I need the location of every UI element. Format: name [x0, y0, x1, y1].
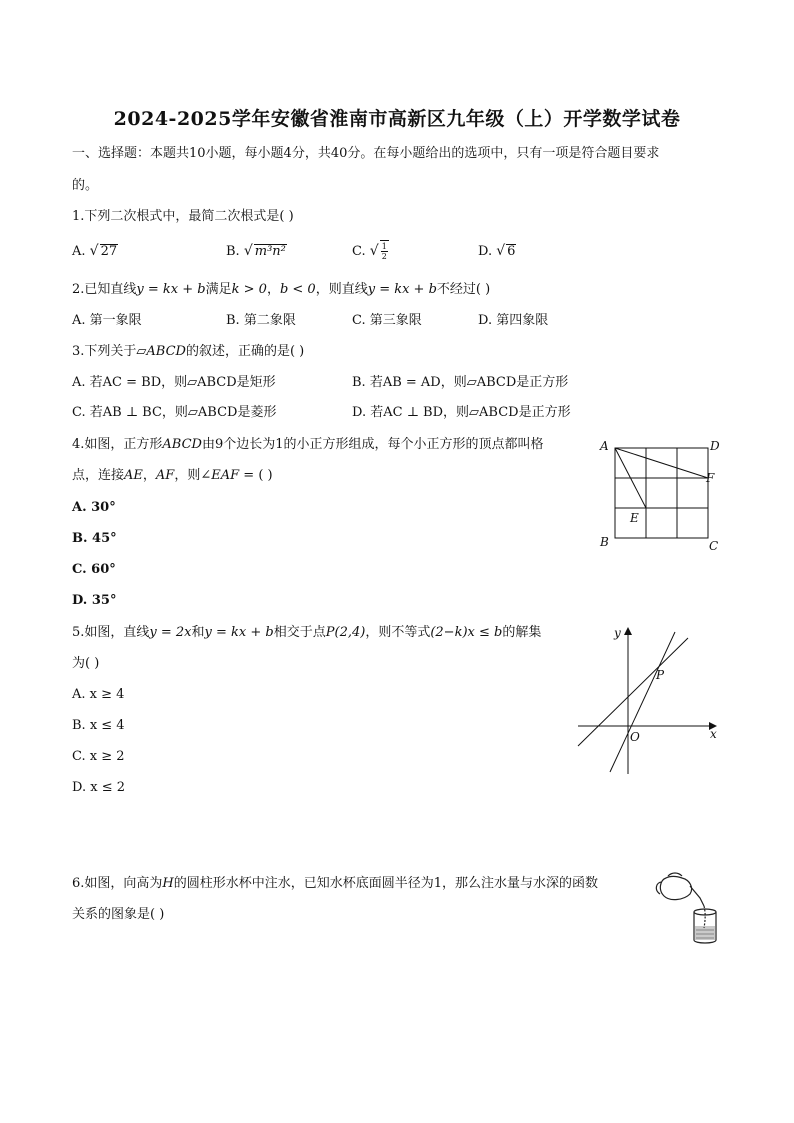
q2-option-b[interactable]: B. 第二象限 — [226, 313, 296, 328]
label-e: E — [630, 511, 639, 525]
section-instructions-line2: 的。 — [72, 178, 99, 193]
radical-icon: √ — [496, 243, 506, 259]
q5-option-c[interactable]: C. x ≥ 2 — [72, 749, 125, 764]
radical-icon: √ — [243, 243, 253, 259]
q5-graph-figure — [574, 620, 724, 780]
q3-option-a[interactable]: A. 若AC = BD，则▱ABCD是矩形 — [72, 375, 276, 390]
radical-icon: √ — [89, 243, 99, 259]
q4-option-b[interactable]: B. 45° — [72, 531, 117, 546]
label-f: F — [706, 471, 715, 485]
q1-option-b[interactable]: B. √ m³n² — [226, 243, 286, 259]
label-c: C — [709, 539, 719, 553]
page-title: 2024-2025学年安徽省淮南市高新区九年级（上）开学数学试卷 — [113, 108, 681, 130]
label-a: A — [600, 439, 609, 453]
q4-stem-line2: 点，连接AE，AF，则∠EAF = ( ) — [72, 468, 273, 483]
q3-option-b[interactable]: B. 若AB = AD，则▱ABCD是正方形 — [352, 375, 569, 390]
label-x: x — [710, 727, 717, 741]
q3-option-c[interactable]: C. 若AB ⊥ BC，则▱ABCD是菱形 — [72, 405, 277, 420]
label-o: O — [630, 730, 640, 744]
q2-option-c[interactable]: C. 第三象限 — [352, 313, 422, 328]
q5-option-b[interactable]: B. x ≤ 4 — [72, 718, 125, 733]
q4-option-d[interactable]: D. 35° — [72, 593, 117, 608]
q2-stem: 2.已知直线y = kx + b满足k > 0，b < 0，则直线y = kx + b不经过( ) — [72, 282, 491, 297]
q1-stem: 1.下列二次根式中，最简二次根式是( ) — [72, 209, 294, 224]
q2-option-a[interactable]: A. 第一象限 — [72, 313, 142, 328]
q4-option-a[interactable]: A. 30° — [72, 500, 116, 515]
outer-square — [615, 448, 708, 538]
section-instructions-line1: 一、选择题：本题共10小题，每小题4分，共40分。在每小题给出的选项中，只有一项是符合题目要求 — [72, 146, 660, 161]
radical-icon: √ — [369, 243, 379, 259]
q3-option-d[interactable]: D. 若AC ⊥ BD，则▱ABCD是正方形 — [352, 405, 571, 420]
teapot-lid-icon — [668, 873, 682, 876]
q2-option-d[interactable]: D. 第四象限 — [478, 313, 549, 328]
label-p: P — [656, 668, 665, 682]
q1-option-a[interactable]: A. √ 27 — [72, 243, 118, 259]
teapot-body-icon — [660, 877, 691, 900]
q5-option-a[interactable]: A. x ≥ 4 — [72, 687, 125, 702]
teapot-spout-icon — [690, 886, 704, 906]
q5-stem-line2: 为( ) — [72, 656, 100, 671]
q1-option-c[interactable]: C. √ $\frac{1}{2}$ — [352, 242, 387, 261]
fraction: $\frac{1}{2}$ — [381, 242, 387, 261]
label-b: B — [600, 535, 609, 549]
q6-stem-line1: 6.如图，向高为H的圆柱形水杯中注水，已知水杯底面圆半径为1，那么注水量与水深的函数 — [72, 876, 599, 891]
q5-option-d[interactable]: D. x ≤ 2 — [72, 780, 125, 795]
q4-option-c[interactable]: C. 60° — [72, 562, 116, 577]
segment-af — [615, 448, 708, 478]
q6-teapot-cup-figure — [654, 868, 724, 946]
label-d: D — [710, 439, 720, 453]
q1-option-d[interactable]: D. √ 6 — [478, 243, 516, 259]
line-y-2x — [610, 632, 675, 772]
q5-stem-line1: 5.如图，直线y = 2x和y = kx + b相交于点P(2,4)，则不等式(2−k)x ≤ b的解集 — [72, 625, 542, 640]
q3-stem: 3.下列关于▱ABCD的叙述，正确的是( ) — [72, 344, 305, 359]
q6-stem-line2: 关系的图象是( ) — [72, 907, 165, 922]
label-y: y — [614, 626, 621, 640]
q4-stem-line1: 4.如图，正方形ABCD由9个边长为1的小正方形组成，每个小正方形的顶点都叫格 — [72, 437, 544, 452]
q4-grid-figure — [592, 436, 728, 556]
